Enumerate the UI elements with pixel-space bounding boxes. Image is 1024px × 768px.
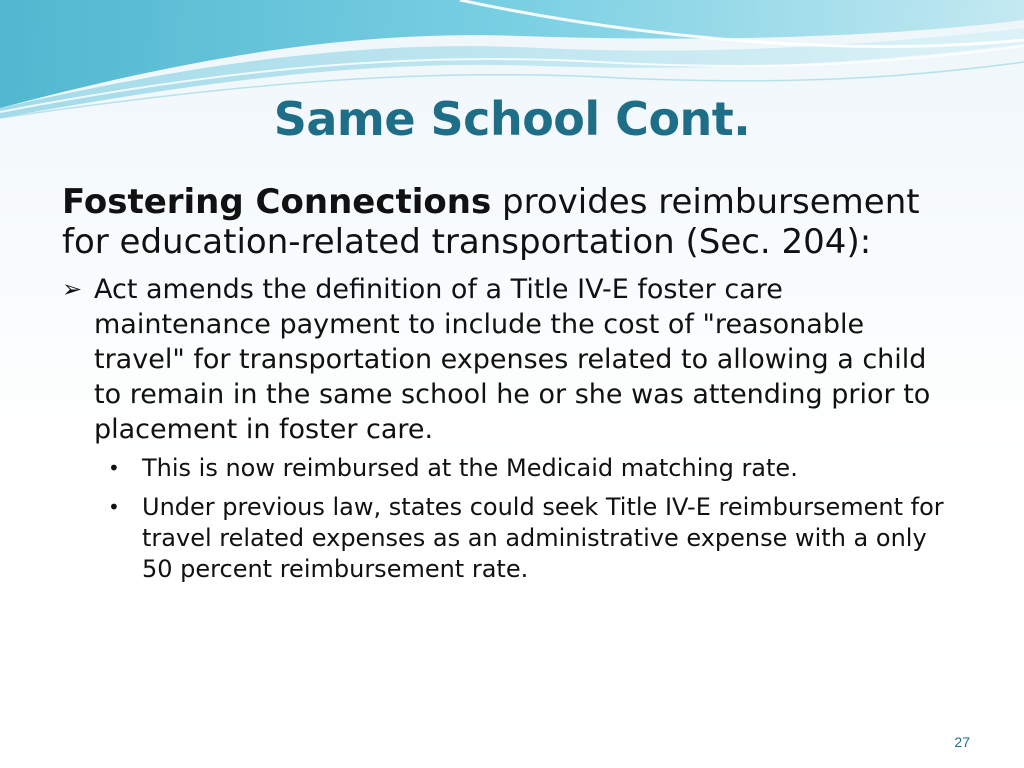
intro-text: provides reimbursement for education-related transportation (Sec. 204):: [62, 182, 920, 262]
dot-bullet-icon: •: [108, 456, 120, 480]
sub-bullet-text: Under previous law, states could seek Title IV-E reimbursement for travel related expenses as an administrative expense with a only 50 percent reimbursement rate.: [142, 493, 944, 583]
sub-bullet: [62, 453, 962, 484]
slide-title: Same School Cont.: [273, 92, 751, 146]
intro-paragraph: [62, 182, 962, 262]
sub-bullet: [62, 492, 962, 585]
slide-body: [62, 182, 962, 593]
page-number: 27: [954, 734, 970, 750]
main-bullet: [62, 272, 962, 447]
intro-bold-text: Fostering Connections: [62, 182, 492, 222]
arrow-bullet-icon: ➢: [62, 275, 83, 303]
main-bullet-text: Act amends the definition of a Title IV-E foster care maintenance payment to include the cost of "reasonable travel" for transportation expenses related to allowing a child to remain in the same school he or she was attending prior to placement in foster care.: [94, 274, 931, 445]
dot-bullet-icon: •: [108, 495, 120, 519]
sub-bullet-text: This is now reimbursed at the Medicaid matching rate.: [142, 454, 798, 482]
